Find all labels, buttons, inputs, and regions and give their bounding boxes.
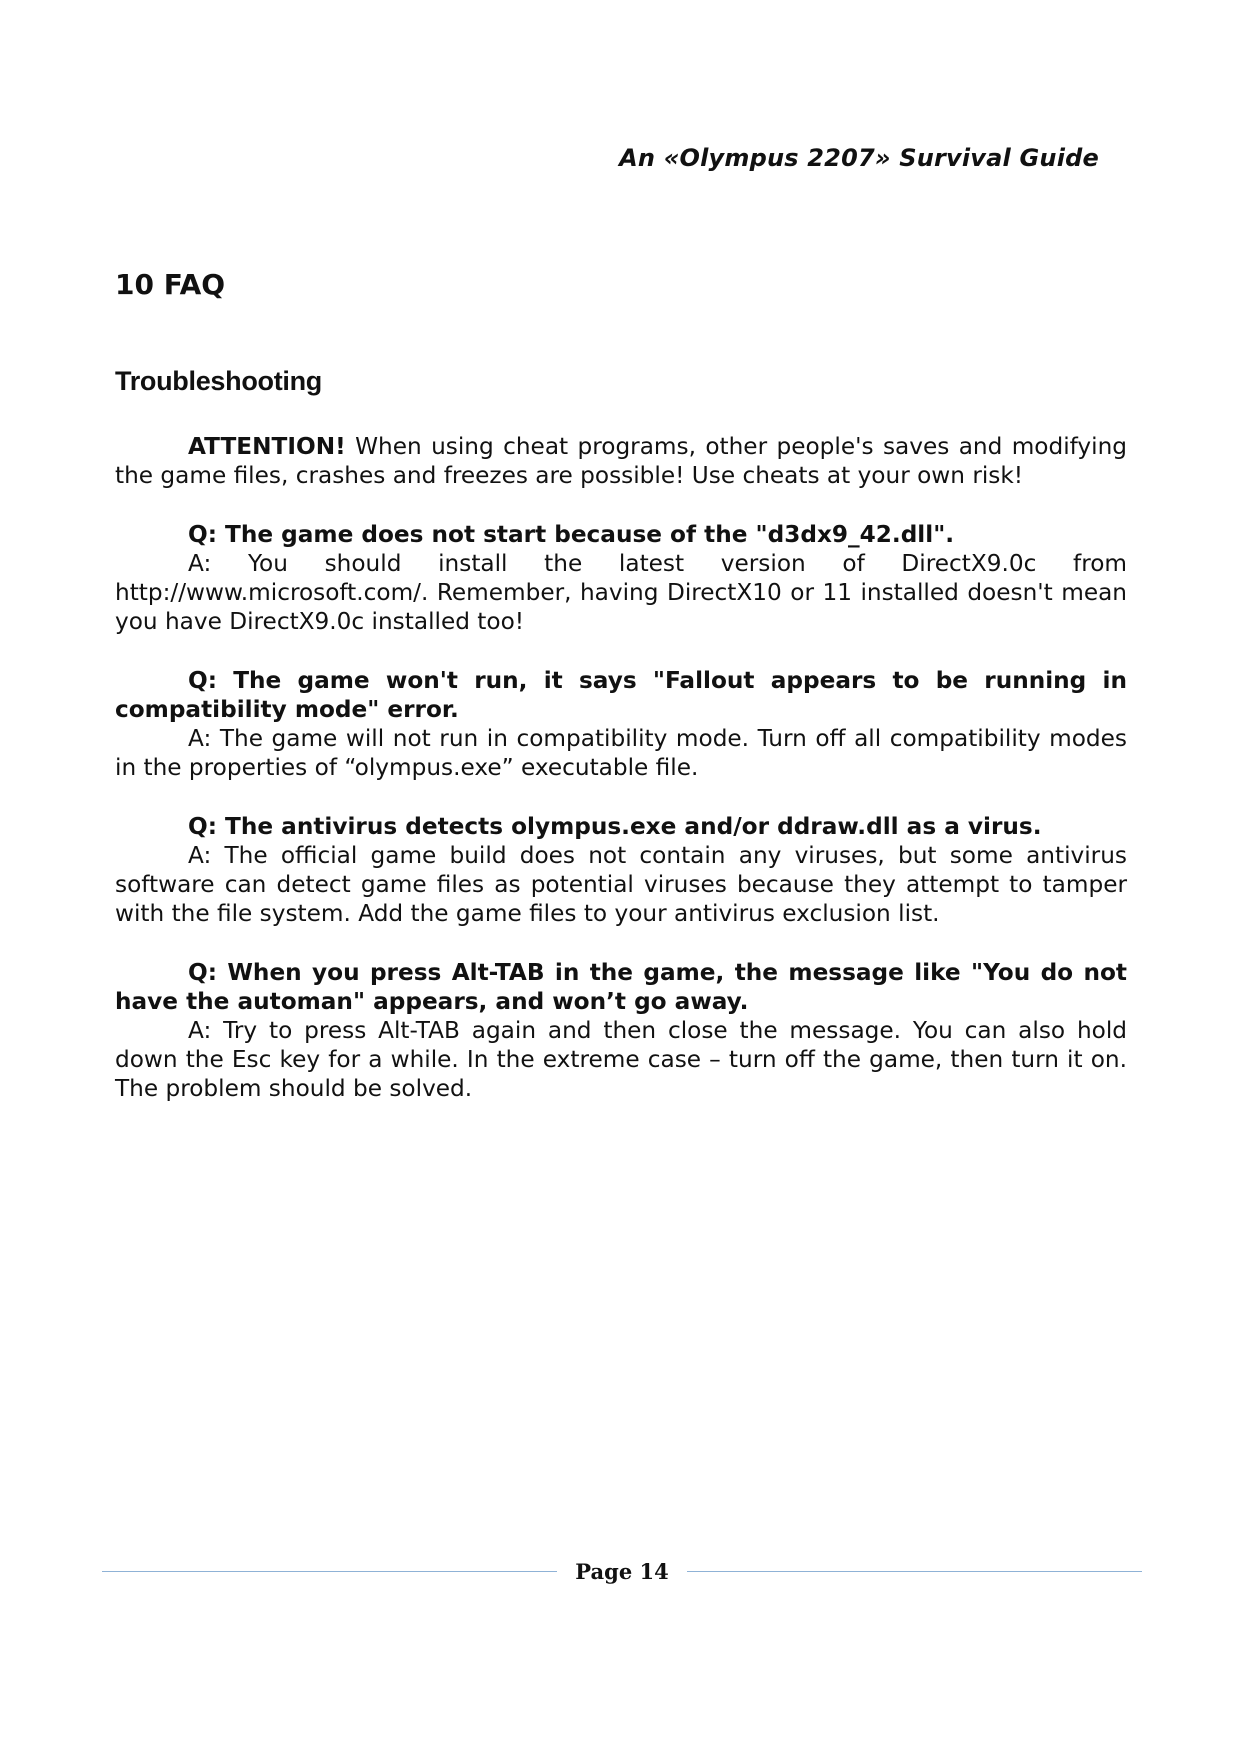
faq-content	[115, 432, 1127, 1133]
section-heading: 10 FAQ	[115, 268, 226, 301]
attention-text: When using cheat programs, other people's saves and modifying the game files, crashes and freezes are possible! Use cheats at your own risk!	[115, 433, 1127, 489]
attention-paragraph	[115, 432, 1127, 490]
faq-item	[115, 812, 1127, 928]
footer-rule-right	[687, 1571, 1142, 1572]
faq-question: Q: When you press Alt-TAB in the game, the message like "You do not have the automan" appears, and won’t go away.	[115, 959, 1127, 1015]
faq-answer: A: The official game build does not contain any viruses, but some antivirus software can detect game files as potential viruses because they attempt to tamper with the file system. Add the game files to your antivirus exclusion list.	[115, 842, 1127, 927]
faq-answer: A: The game will not run in compatibility mode. Turn off all compatibility modes in the properties of “olympus.exe” executable file.	[115, 725, 1127, 781]
page-footer	[102, 1556, 1142, 1586]
faq-item	[115, 520, 1127, 636]
faq-answer: A: Try to press Alt-TAB again and then close the message. You can also hold down the Esc key for a while. In the extreme case – turn off the game, then turn it on. The problem should be solved.	[115, 1017, 1127, 1102]
footer-rule-left	[102, 1571, 557, 1572]
document-header-title: An «Olympus 2207» Survival Guide	[619, 144, 1099, 172]
page-number: Page 14	[575, 1558, 669, 1584]
faq-question: Q: The antivirus detects olympus.exe and/or ddraw.dll as a virus.	[188, 813, 1042, 840]
faq-question: Q: The game won't run, it says "Fallout appears to be running in compatibility mode" error.	[115, 667, 1127, 723]
faq-item	[115, 958, 1127, 1103]
subsection-heading: Troubleshooting	[115, 366, 322, 396]
attention-label: ATTENTION!	[188, 433, 346, 460]
faq-answer: A: You should install the latest version of DirectX9.0c from http://www.microsoft.com/. Remember, having DirectX10 or 11 installed doesn't mean you have DirectX9.0c installed too!	[115, 550, 1127, 635]
faq-item	[115, 666, 1127, 782]
faq-question: Q: The game does not start because of the "d3dx9_42.dll".	[188, 521, 955, 548]
